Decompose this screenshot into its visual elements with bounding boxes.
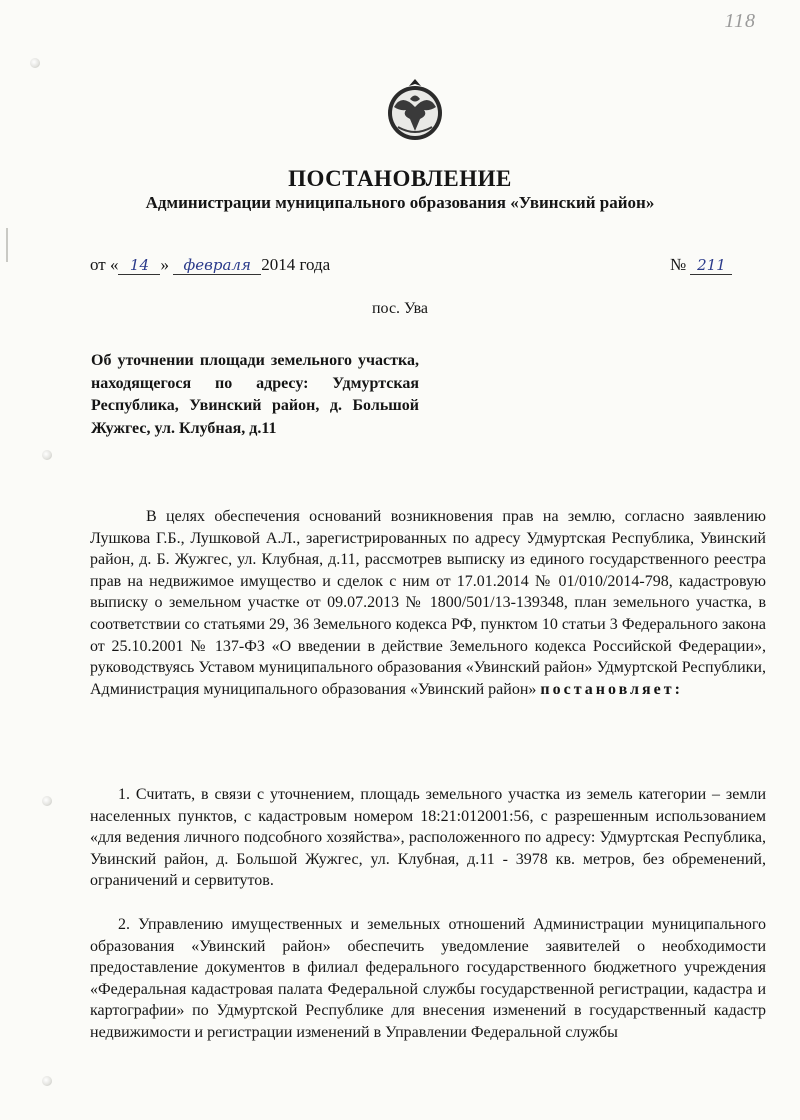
preamble-paragraph	[90, 506, 766, 700]
decree-word: постановляет:	[540, 680, 683, 698]
date-mid: »	[160, 255, 169, 274]
number-handwritten: 211	[690, 256, 732, 275]
decree-item-2: 2. Управлению имущественных и земельных отношений Администрации муниципального образования «Увинский район» обеспечить уведомление заявителей о необходимости предоставление документов в филиал федерального государственного бюджетного учреждения «Федеральная кадастровая палата Федеральной службы государственной регистрации, кадастра и картографии» по Удмуртской Республике для внесения изменений в государственный кадастр недвижимости и регистрации изменений в Управлении Федеральной службы	[90, 916, 766, 1041]
date-month-handwritten: февраля	[173, 256, 261, 275]
place-of-issue: пос. Ува	[371, 300, 429, 317]
decree-item-1: 1. Считать, в связи с уточнением, площадь земельного участка из земель категории – земли населенных пунктов, с кадастровым номером 18:21:012001:56, с разрешенным использованием «для ведения личного подсобного хозяйства», расположенного по адресу: Удмуртская Республика, Увинский район, д. Большой Жужгес, ул. Клубная, д.11 - 3978 кв. метров, без обременений, ограничений и сервитутов.	[90, 786, 766, 890]
date-year: 2014 года	[261, 255, 331, 274]
subject-heading: Об уточнении площади земельного участка, находящегося по адресу: Удмуртская Республика, Увинский район, д. Большой Жужгес, ул. Клубная, д.11	[91, 352, 419, 437]
punch-hole	[42, 1076, 52, 1086]
date-line	[90, 255, 330, 275]
coat-of-arms-emblem	[384, 77, 446, 143]
document-subtitle: Администрации муниципального образования «Увинский район»	[145, 193, 655, 212]
date-day-handwritten: 14	[118, 256, 160, 275]
preamble-text: В целях обеспечения оснований возникновения прав на землю, согласно заявлению Лушкова Г.Б., Лушковой А.Л., зарегистрированных по адресу Удмуртская Республика, Увинский район, д. Б. Жужгес, ул. Клубная, д.11, рассмотрев выписку из единого государственного реестра прав на недвижимое имущество и сделок с ним от 17.01.2014 № 01/010/2014-798, кадастровую выписку о земельном участке от 09.07.2013 № 1800/501/13-139348, план земельного участка, в соответствии со статьями 29, 36 Земельного кодекса РФ, пунктом 10 статьи 3 Федерального закона от 25.10.2001 № 137-ФЗ «О введении в действие Земельного кодекса Российской Федерации», руководствуясь Уставом муниципального образования «Увинский район» Удмуртской Республики, Администрация муниципального образования «Увинский район»	[90, 508, 766, 698]
date-prefix: от «	[90, 255, 119, 274]
punch-hole	[42, 450, 52, 460]
number-label: №	[670, 255, 687, 274]
punch-hole	[30, 58, 40, 68]
document-number	[670, 255, 732, 275]
punch-hole	[42, 796, 52, 806]
document-title: ПОСТАНОВЛЕНИЕ	[288, 166, 512, 191]
scan-margin-mark	[6, 228, 8, 262]
page-number-handwritten: 118	[724, 10, 756, 32]
